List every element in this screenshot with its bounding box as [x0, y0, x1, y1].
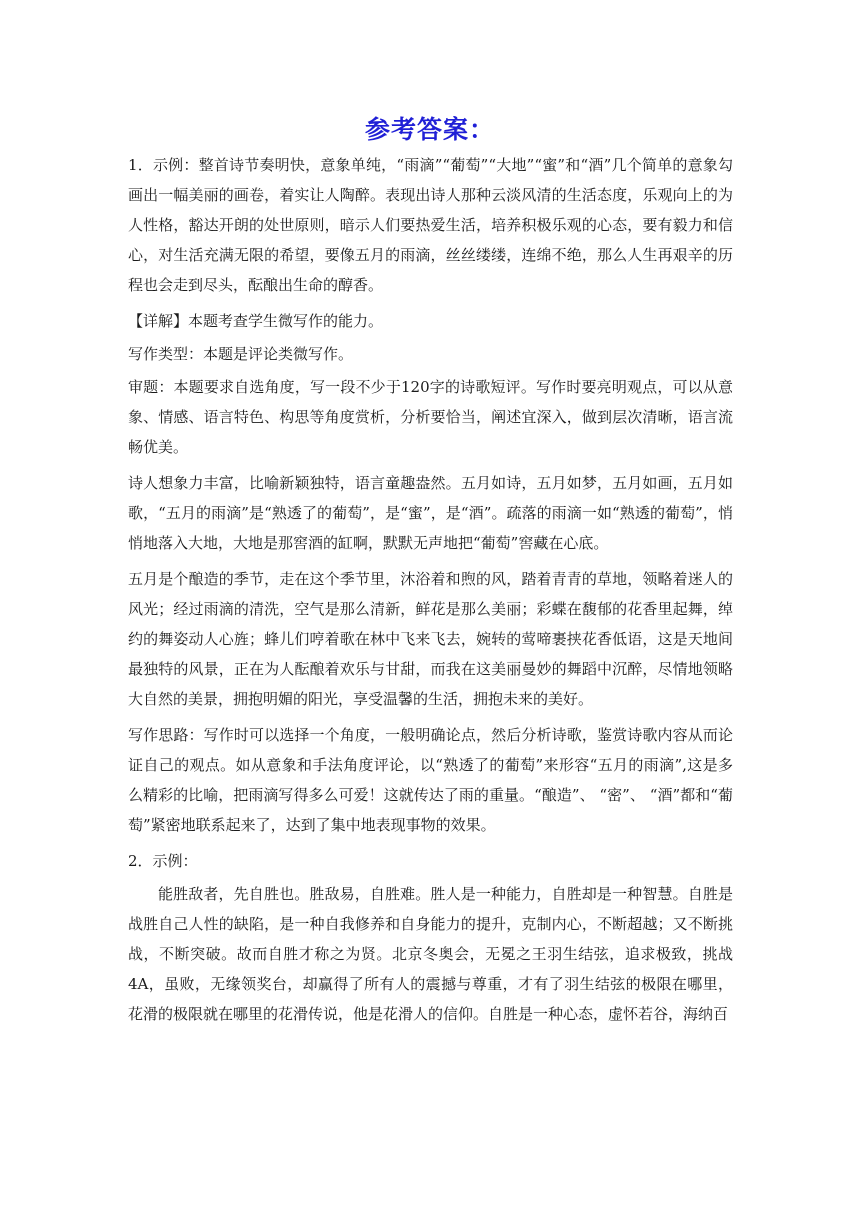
page-title: 参考答案： [364, 115, 495, 144]
answer-body [128, 150, 733, 1035]
detail-explanation: 【详解】本题考查学生微写作的能力。 [128, 312, 384, 330]
sample-paragraph-1: 诗人想象力丰富，比喻新颖独特，语言童趣盎然。五月如诗，五月如梦，五月如画，五月如歌，“五月的雨滴”是“熟透了的葡萄”，是“蜜”，是“酒”。疏落的雨滴一如“熟透的葡萄”，悄悄地落入大地，大地是那窖酒的缸啊，默默无声地把“葡萄”窖藏在心底。 [128, 474, 733, 552]
question-analysis: 审题：本题要求自选角度，写一段不少于120字的诗歌短评。写作时要亮明观点，可以从意象、情感、语言特色、构思等角度赏析，分析要恰当，阐述宜深入，做到层次清晰，语言流畅优美。 [128, 378, 733, 456]
answer-2-example: 能胜敌者，先自胜也。胜敌易，自胜难。胜人是一种能力，自胜却是一种智慧。自胜是战胜自己人性的缺陷，是一种自我修养和自身能力的提升，克制内心，不断超越；又不断挑战，不断突破。故而自胜才称之为贤。北京冬奥会，无冕之王羽生结弦，追求极致，挑战4A，虽败，无缘领奖台，却赢得了所有人的震撼与尊重，才有了羽生结弦的极限在哪里，花滑的极限就在哪里的花滑传说，他是花滑人的信仰。自胜是一种心态，虚怀若谷，海纳百 [128, 885, 733, 1023]
answer-2-label: 2．示例： [128, 852, 198, 870]
writing-type: 写作类型：本题是评论类微写作。 [128, 345, 354, 363]
sample-paragraph-2: 五月是个酿造的季节，走在这个季节里，沐浴着和煦的风，踏着青青的草地，领略着迷人的风光；经过雨滴的清洗，空气是那么清新，鲜花是那么美丽；彩蝶在馥郁的花香里起舞，绰约的舞姿动人心旌；蜂儿们哼着歌在林中飞来飞去，婉转的莺啼裹挟花香低语，这是天地间最独特的风景，正在为人酝酿着欢乐与甘甜，而我在这美丽曼妙的舞蹈中沉醉，尽情地领略大自然的美景，拥抱明媚的阳光，享受温馨的生活，拥抱未来的美好。 [128, 570, 733, 708]
writing-approach: 写作思路：写作时可以选择一个角度，一般明确论点，然后分析诗歌，鉴赏诗歌内容从而论证自己的观点。如从意象和手法角度评论，以“熟透了的葡萄”来形容“五月的雨滴”,这是多么精彩的比喻，把雨滴写得多么可爱！这就传达了雨的重量。“酿造”、 “密”、 “酒”都和“葡萄”紧密地联系起来了，达到了集中地表现事物的效果。 [128, 726, 733, 834]
answer-1-example: 1．示例：整首诗节奏明快，意象单纯，“雨滴”“葡萄”“大地”“蜜”和“酒”几个简单的意象勾画出一幅美丽的画卷，着实让人陶醉。表现出诗人那种云淡风清的生活态度，乐观向上的为人性格，豁达开朗的处世原则，暗示人们要热爱生活，培养积极乐观的心态，要有毅力和信心，对生活充满无限的希望，要像五月的雨滴，丝丝缕缕，连绵不绝，那么人生再艰辛的历程也会走到尽头，酝酿出生命的醇香。 [128, 156, 733, 294]
